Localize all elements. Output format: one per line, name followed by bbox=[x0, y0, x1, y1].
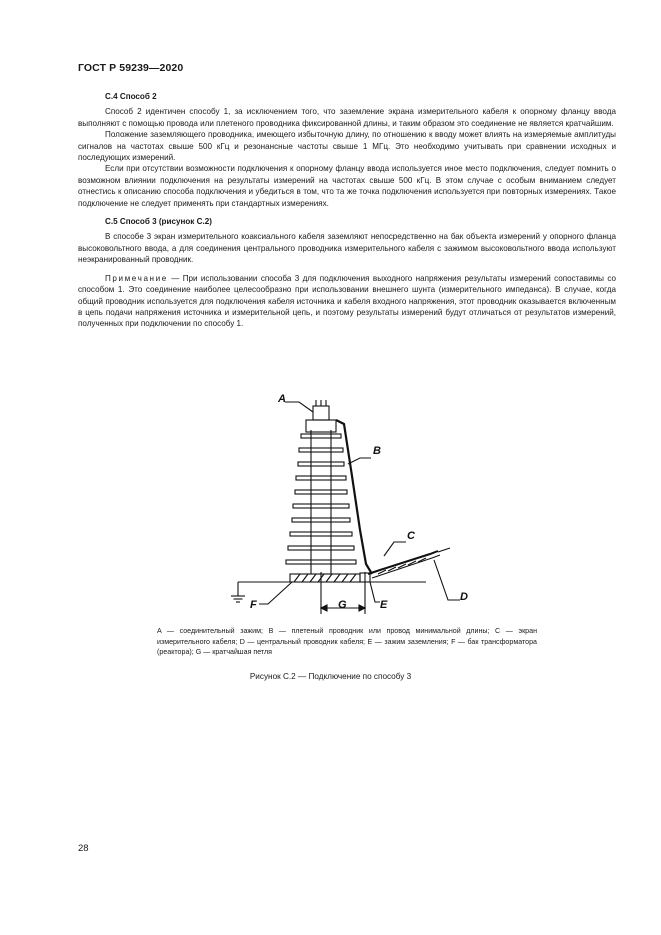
note-text: — При использовании способа 3 для подключения выходного напряжения результаты измерений сопоставимы со способом 1. Это соединение наиболее целесообразно при использовании внешнего шунта (измерительного импеданса). В случае, когда общий проводник используется для подключения кабеля источника и кабеля входного напряжения, этот проводник оказывается включенным в цепь подачи напряжения источника и измерительной цепь, и поэтому результаты измерений будут отличаться от результатов измерений, полученных при подключении по способу 1. bbox=[78, 273, 616, 329]
section-c5-heading: С.5 Способ 3 (рисунок С.2) bbox=[105, 217, 212, 227]
section-c5-paragraph-1: В способе 3 экран измерительного коаксиального кабеля заземляют непосредственно на бак объекта измерений у опорного фланца высоковольтного ввода, а для соединения центрального проводника измерительного кабеля с зажимом высоковольтного ввода используют неэкранированный проводник. bbox=[78, 232, 616, 265]
leader-d bbox=[434, 560, 460, 600]
page-number: 28 bbox=[78, 843, 89, 854]
document-code: ГОСТ Р 59239—2020 bbox=[78, 62, 184, 74]
label-f: F bbox=[250, 599, 257, 611]
center-conductor bbox=[438, 548, 450, 552]
bushing-sheds bbox=[286, 434, 356, 564]
bushing-terminal bbox=[313, 406, 329, 420]
section-c4-paragraph-1: Способ 2 идентичен способу 1, за исключением того, что заземление экрана измерительного кабеля к опорному фланцу ввода выполняют с помощью провода или плетеного проводника фиксированной длины, и таким образом это соединение не является кратчайшим. bbox=[78, 107, 616, 128]
section-c4-heading: С.4 Способ 2 bbox=[105, 92, 157, 101]
leader-e bbox=[370, 582, 380, 602]
flange-hatch bbox=[294, 574, 356, 582]
leader-f bbox=[259, 582, 292, 604]
coax-hatch bbox=[378, 558, 426, 574]
figure-c2-drawing bbox=[0, 384, 661, 614]
section-c4-paragraph-2: Положение заземляющего проводника, имеющего избыточную длину, по отношению к вводу может влиять на измеряемые амплитуды сигналов на частотах свыше 500 кГц и резонансные частоты свыше 1 МГц. Это необходимо учитывать при сравнении исходных и последующих измерений. bbox=[78, 130, 616, 163]
leader-c bbox=[384, 542, 406, 556]
label-d: D bbox=[460, 591, 468, 603]
leader-a bbox=[285, 402, 313, 412]
label-e: E bbox=[380, 599, 388, 611]
label-b: B bbox=[373, 445, 381, 457]
note-label: Примечание bbox=[105, 273, 168, 283]
label-g: G bbox=[338, 599, 347, 611]
section-c5-note bbox=[78, 273, 616, 330]
figure-legend: A — соединительный зажим; B — плетеный проводник или провод минимальной длины; C — экран измерительного кабеля; D — центральный проводник кабеля; E — зажим заземления; F — бак трансформатора (реактора); G — кратчайшая петля bbox=[157, 627, 537, 657]
leader-b bbox=[348, 458, 371, 464]
label-a: A bbox=[278, 393, 286, 405]
braided-conductor bbox=[336, 420, 372, 574]
figure-title: Рисунок С.2 — Подключение по способу 3 bbox=[249, 672, 412, 681]
document-body bbox=[78, 91, 616, 330]
coax-cable bbox=[368, 551, 438, 574]
section-c4-paragraph-3: Если при отсутствии возможности подключения к опорному фланцу ввода используется иное место подключения, следует помнить о возможном влиянии подключения на результаты измерений на частотах свыше 500 кГц. В этом случае с особым вниманием следует отнестись к описанию способа подключения и убедиться в том, что та же точка подключения используется при повторных измерениях. Такое подключение не следует применять при стандартных измерениях. bbox=[78, 164, 616, 208]
coax-shield bbox=[372, 555, 440, 578]
label-c: C bbox=[407, 530, 415, 542]
bushing-flange bbox=[290, 574, 360, 582]
